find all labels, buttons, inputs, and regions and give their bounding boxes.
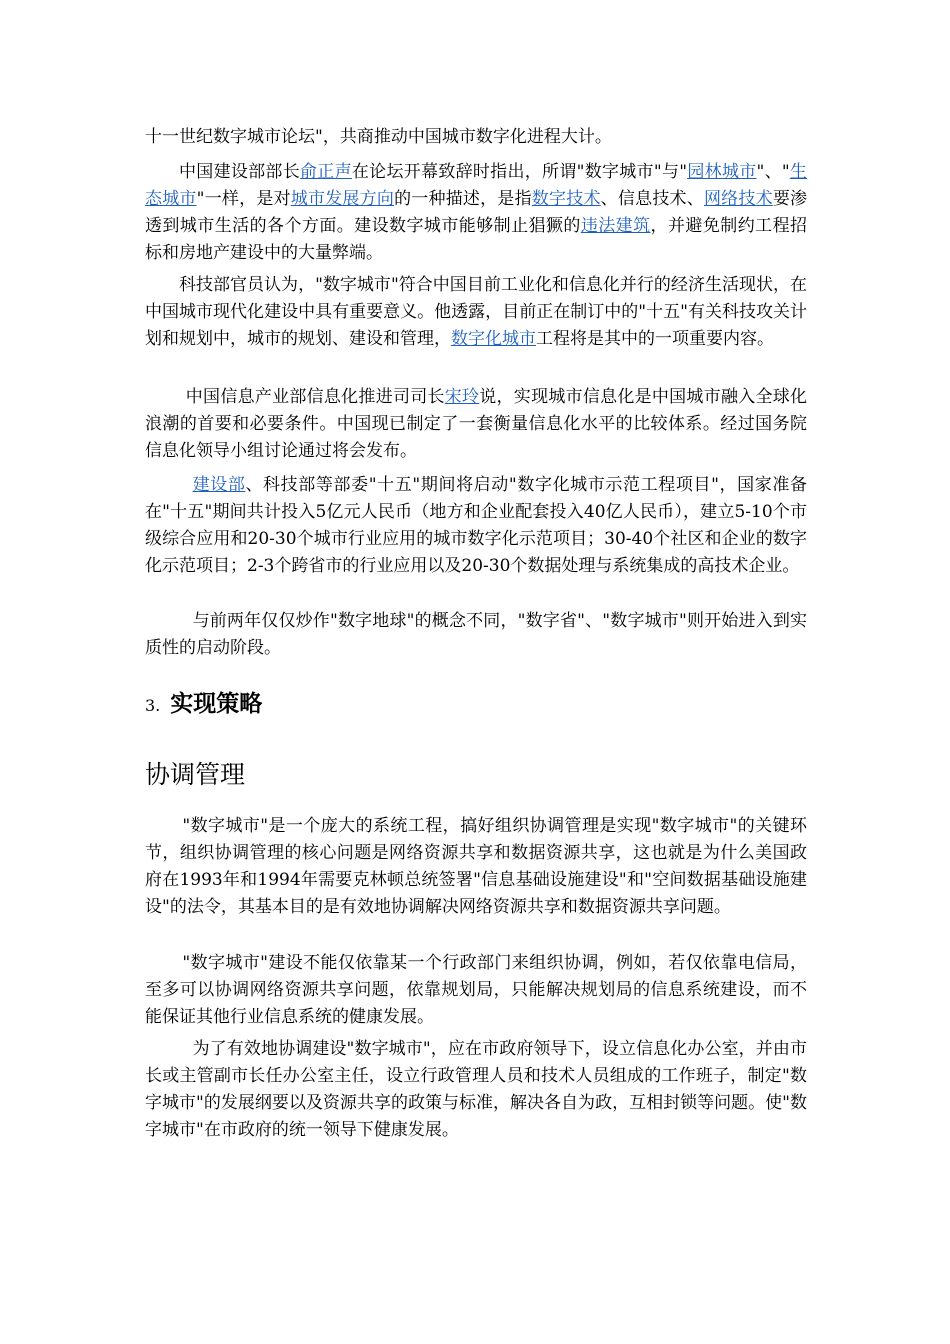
paragraph-demo-projects: [145, 472, 807, 580]
text-segment: 的一种描述，是指: [394, 189, 532, 209]
link-yu-zhengsheng[interactable]: 俞正声: [300, 162, 352, 182]
text-segment: 科技部官员认为，"数字城市"符合中国目前工业化和信息化并行的经济生活现状，在中国城市现代化建设中具有重要意义。他透露，目前正在制订中的"十五"有关科技攻关计划和规划中，城市的规划、建设和管理，: [145, 275, 807, 349]
text-segment: 中国信息产业部信息化推进司司长: [185, 387, 445, 407]
link-digital-technology[interactable]: 数字技术: [531, 189, 601, 209]
link-illegal-buildings[interactable]: 违法建筑: [580, 216, 651, 236]
text-segment: 、信息技术、: [600, 189, 704, 209]
text-segment: 、科技部等部委"十五"期间将启动"数字化城市示范工程项目"，国家准备在"十五"期间共计投入5亿元人民币（地方和企业配套投入40亿人民币），建立5-10个市级综合应用和20-30个城市行业应用的城市数字化示范项目；30-40个社区和企业的数字化示范项目；2-3个跨省市的行业应用以及20-30个数据处理与系统集成的高技术企业。: [145, 475, 807, 576]
text-segment: 要渗透到城市生活的各个方面。建设数字城市能够制止猖獗的: [145, 189, 808, 236]
link-digital-city[interactable]: 数字化城市: [451, 329, 536, 349]
link-eco-city[interactable]: 生态城市: [145, 162, 808, 209]
text-segment: "、": [756, 162, 790, 182]
paragraph-info-office: 为了有效地协调建设"数字城市"，应在市政府领导下，设立信息化办公室，并由市长或主管副市长任办公室主任，设立行政管理人员和技术人员组成的工作班子，制定"数字城市"的发展纲要以及资源共享的政策与标准，解决各自为政，互相封锁等问题。使"数字城市"在市政府的统一领导下健康发展。: [145, 1039, 807, 1140]
text-segment: ，并避免制约工程招标和房地产建设中的大量弊端。: [145, 216, 808, 263]
paragraph-science-ministry: [145, 272, 807, 353]
paragraph-departments: "数字城市"建设不能仅依靠某一个行政部门来组织协调，例如，若仅依靠电信局，至多可以协调网络资源共享问题，依靠规划局，只能解决规划局的信息系统建设，而不能保证其他行业信息系统的健康发展。: [145, 953, 807, 1027]
paragraph-info-industry: [145, 384, 807, 465]
link-garden-city[interactable]: 园林城市: [687, 162, 757, 182]
text-segment: 中国建设部部长: [179, 162, 301, 182]
link-song-ling[interactable]: 宋玲: [444, 387, 480, 407]
link-urban-development[interactable]: 城市发展方向: [290, 189, 395, 209]
paragraph-forum-intro: 十一世纪数字城市论坛"，共商推动中国城市数字化进程大计。: [145, 127, 612, 147]
subsection-heading: 协调管理: [145, 760, 246, 789]
text-segment: 在论坛开幕致辞时指出，所谓"数字城市"与": [351, 162, 688, 182]
paragraph-coordination: "数字城市"是一个庞大的系统工程，搞好组织协调管理是实现"数字城市"的关键环节，组织协调管理的核心问题是网络资源共享和数据资源共享，这也就是为什么美国政府在1993年和1994年需要克林顿总统签署"信息基础设施建设"和"空间数据基础设施建设"的法令，其基本目的是有效地协调解决网络资源共享和数据资源共享问题。: [145, 816, 807, 917]
link-construction-ministry[interactable]: 建设部: [192, 475, 246, 495]
section-number: 3.: [145, 696, 161, 715]
section-title: 实现策略: [170, 691, 263, 717]
section-heading: [145, 686, 262, 724]
paragraph-digital-earth: 与前两年仅仅炒作"数字地球"的概念不同，"数字省"、"数字城市"则开始进入到实质性的启动阶段。: [145, 611, 807, 658]
text-segment: 工程将是其中的一项重要内容。: [536, 329, 774, 349]
text-segment: 说，实现城市信息化是中国城市融入全球化浪潮的首要和必要条件。中国现已制定了一套衡量信息化水平的比较体系。经过国务院信息化领导小组讨论通过将会发布。: [145, 387, 808, 461]
link-network-technology[interactable]: 网络技术: [703, 189, 773, 209]
paragraph-ministry-speech: [145, 159, 807, 267]
text-segment: "一样，是对: [196, 189, 291, 209]
